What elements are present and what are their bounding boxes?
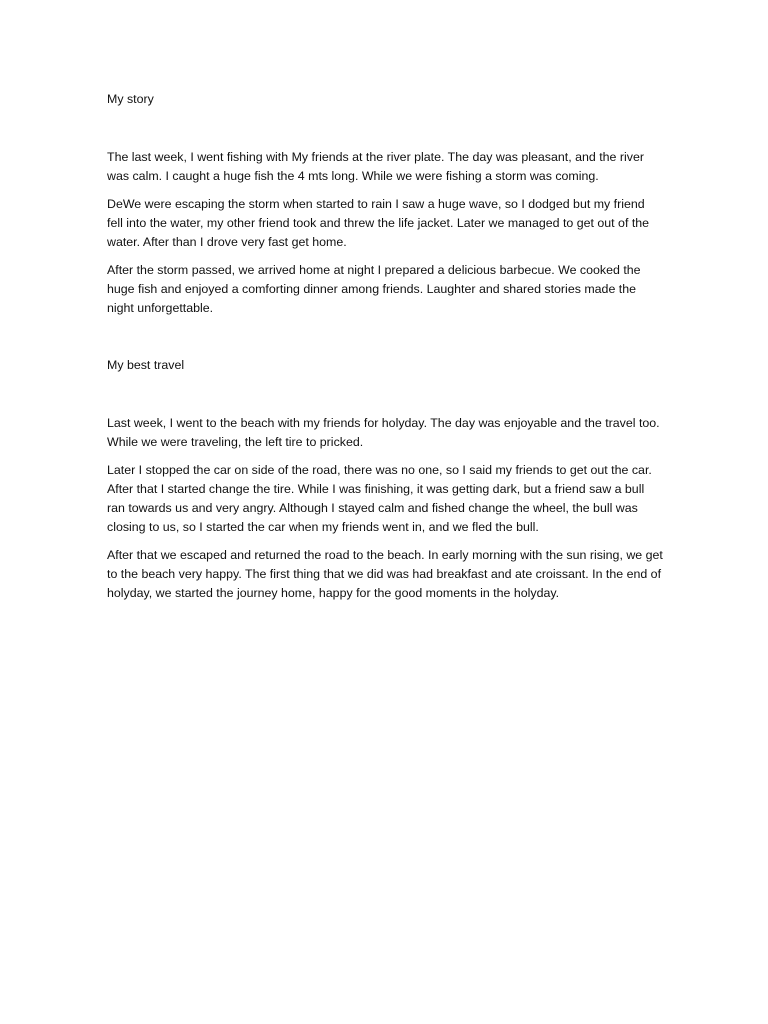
story-section-my-best-travel (107, 356, 663, 603)
story-paragraph: Later I stopped the car on side of the road, there was no one, so I said my friends to get out the car. After that I started change the tire. While I was finishing, it was getting dark, but a friend saw a bull ran towards us and very angry. Although I stayed calm and fished change the wheel, the bull was closing to us, so I started the car when my friends went in, and we fled the bull. (107, 463, 652, 534)
document-body (107, 90, 663, 612)
story-title: My story (107, 92, 154, 106)
story-paragraph: After the storm passed, we arrived home at night I prepared a delicious barbecue. We cooked the huge fish and enjoyed a comforting dinner among friends. Laughter and shared stories made the night unforgettable. (107, 263, 641, 315)
story-paragraph: DeWe were escaping the storm when started to rain I saw a huge wave, so I dodged but my friend fell into the water, my other friend took and threw the life jacket. Later we managed to get out of the water. After than I drove very fast get home. (107, 197, 650, 249)
story-paragraph: The last week, I went fishing with My friends at the river plate. The day was pleasant, and the river was calm. I caught a huge fish the 4 mts long. While we were fishing a storm was coming. (107, 150, 644, 183)
story-paragraph: Last week, I went to the beach with my friends for holyday. The day was enjoyable and the travel too. While we were traveling, the left tire to pricked. (107, 416, 660, 449)
story-title: My best travel (107, 358, 185, 372)
story-paragraph: After that we escaped and returned the road to the beach. In early morning with the sun rising, we get to the beach very happy. The first thing that we did was had breakfast and ate croissant. In the end of holyday, we started the journey home, happy for the good moments in the holyday. (107, 548, 663, 600)
story-section-my-story (107, 90, 663, 318)
